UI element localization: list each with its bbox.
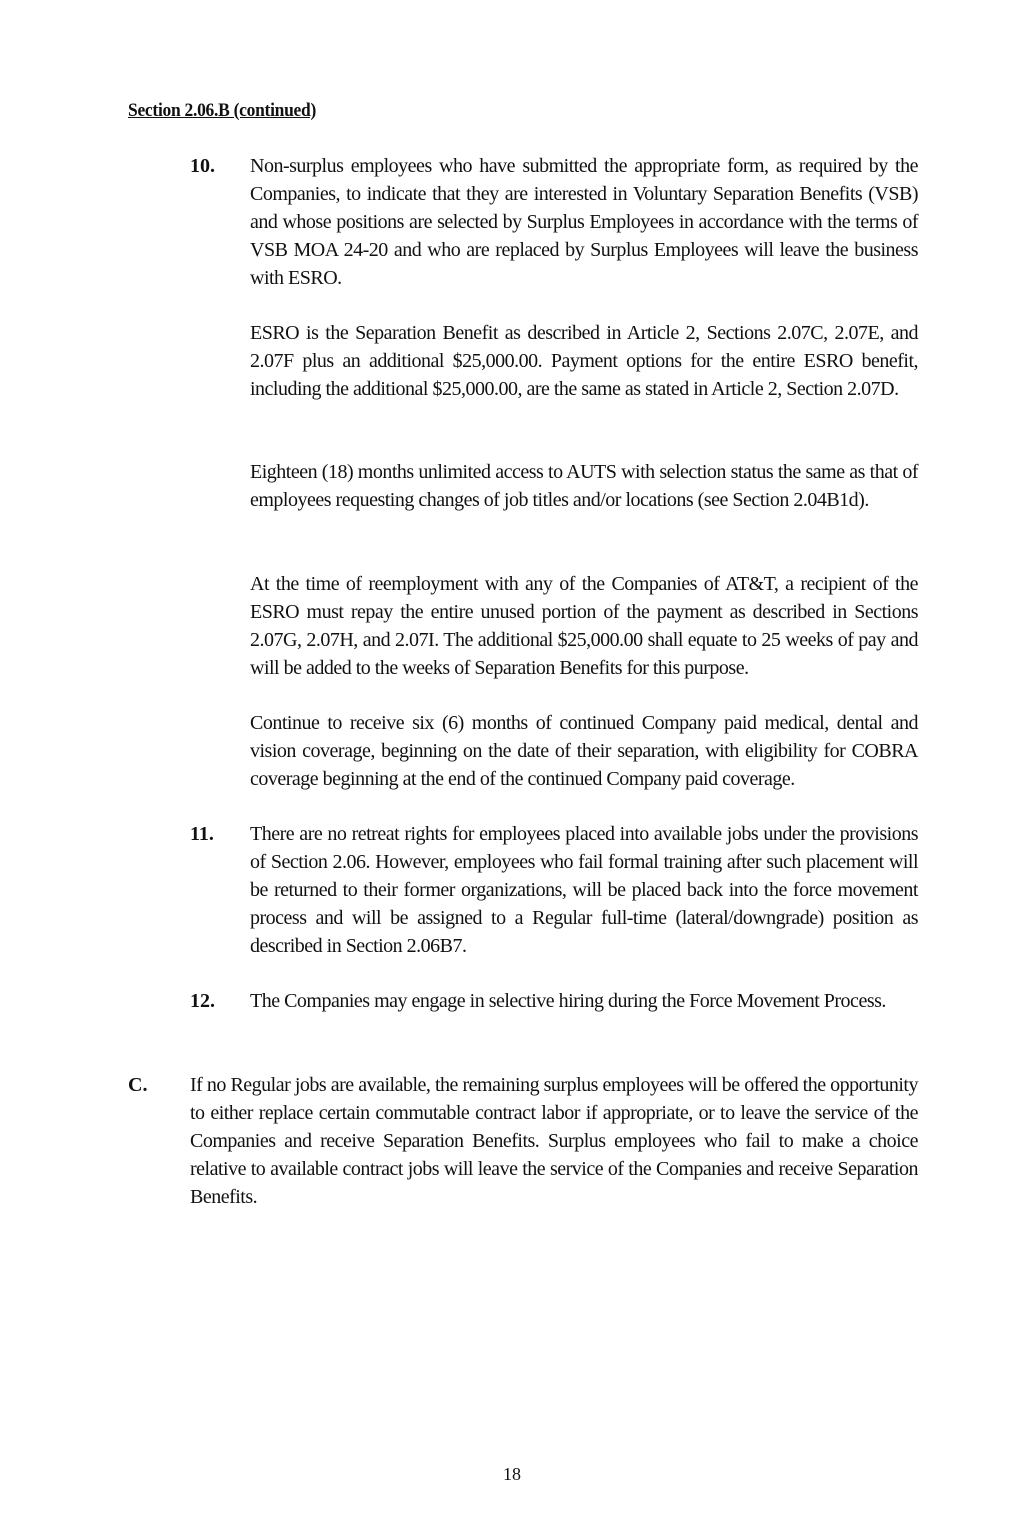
item-12-paragraph: The Companies may engage in selective hiring during the Force Movement Process. <box>250 990 886 1012</box>
section-heading: Section 2.06.B (continued) <box>128 100 317 121</box>
item-number-10: 10. <box>190 155 215 177</box>
item-10-paragraph-4: At the time of reemployment with any of the Companies of AT&T, a recipient of the ESRO must repay the entire unused portion of the payment as described in Sections 2.07G, 2.07H, and 2.07I. The additional $25,000.00 shall equate to 25 weeks of pay and will be added to the weeks of Separation Benefits for this purpose. <box>250 573 918 679</box>
item-10-paragraph-1: Non-surplus employees who have submitted the appropriate form, as required by the Companies, to indicate that they are interested in Voluntary Separation Benefits (VSB) and whose positions are selected by Surplus Employees in accordance with the terms of VSB MOA 24-20 and who are replaced by Surplus Employees will leave the business with ESRO. <box>250 155 918 289</box>
item-number-11: 11. <box>190 823 214 845</box>
item-10-paragraph-3: Eighteen (18) months unlimited access to AUTS with selection status the same as that of employees requesting changes of job titles and/or locations (see Section 2.04B1d). <box>250 461 918 511</box>
item-number-12: 12. <box>190 990 215 1012</box>
item-11-paragraph: There are no retreat rights for employees placed into available jobs under the provisions of Section 2.06. However, employees who fail formal training after such placement will be returned to their former organizations, will be placed back into the force movement process and will be assigned to a Regular full-time (lateral/downgrade) position as described in Section 2.06B7. <box>250 823 918 957</box>
item-letter-c: C. <box>128 1074 148 1096</box>
item-10-paragraph-5: Continue to receive six (6) months of continued Company paid medical, dental and vision coverage, beginning on the date of their separation, with eligibility for COBRA coverage beginning at the end of the continued Company paid coverage. <box>250 712 918 790</box>
item-10-paragraph-2: ESRO is the Separation Benefit as described in Article 2, Sections 2.07C, 2.07E, and 2.07F plus an additional $25,000.00. Payment options for the entire ESRO benefit, including the additional $25,000.00, are the same as stated in Article 2, Section 2.07D. <box>250 322 918 400</box>
item-c-paragraph: If no Regular jobs are available, the remaining surplus employees will be offered the opportunity to either replace certain commutable contract labor if appropriate, or to leave the service of the Companies and receive Separation Benefits. Surplus employees who fail to make a choice relative to available contract jobs will leave the service of the Companies and receive Separation Benefits. <box>190 1074 918 1208</box>
page-number: 18 <box>503 1464 521 1484</box>
